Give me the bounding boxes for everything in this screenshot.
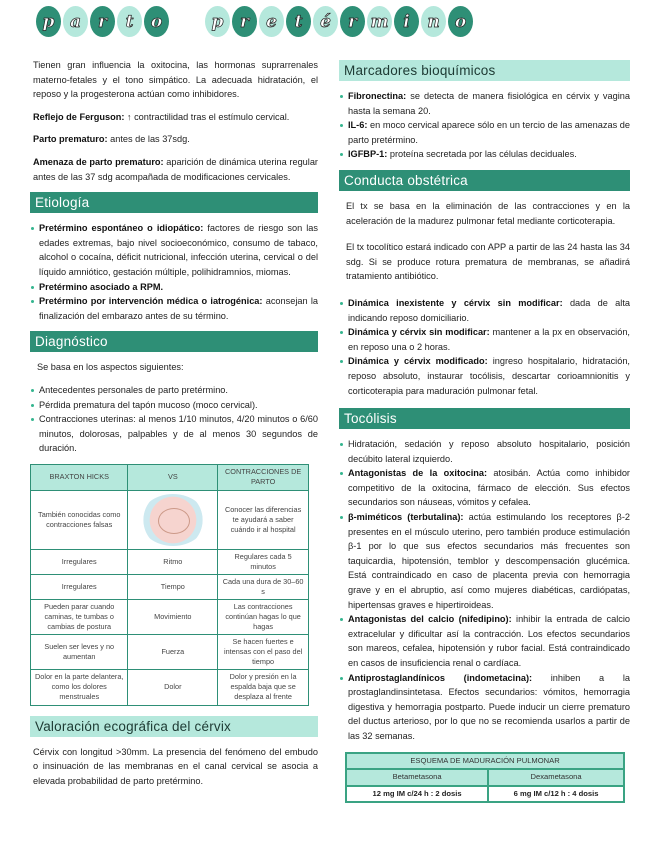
table-cell: Se hacen fuertes e intensas con el paso del tiempo bbox=[218, 634, 309, 669]
definition: ↑ contractilidad tras el estímulo cervical. bbox=[124, 111, 290, 122]
term: Antiprostaglandínicos (indometacina): bbox=[348, 672, 533, 683]
term: Fibronectina: bbox=[348, 91, 407, 101]
definition: inhiben a la prostaglandinsintetasa. Efectos secundarios: vómitos, hemorragia digestiva y hemorragia postparto. Puede inducir un cierre prematuro del ductus arterioso, por lo que no se recomienda usarlos a partir de las 32 semanas. bbox=[348, 672, 630, 741]
tocolisis-heading: Tocólisis bbox=[339, 408, 630, 429]
title-letter: m bbox=[367, 6, 392, 37]
diagnostico-list bbox=[33, 383, 318, 456]
dexametasona-dose: 6 mg IM c/12 h : 4 dosis bbox=[488, 786, 624, 803]
table-cell: Tiempo bbox=[128, 574, 218, 599]
etiologia-list bbox=[33, 221, 318, 323]
valoracion-heading: Valoración ecográfica del cérvix bbox=[30, 716, 318, 737]
table-cell: También conocidas como contracciones falsas bbox=[31, 490, 128, 549]
column-header: BRAXTON HICKS bbox=[31, 464, 128, 490]
dexametasona-header: Dexametasona bbox=[488, 769, 624, 786]
title-letter: a bbox=[63, 6, 88, 37]
braxton-vs-parto-table bbox=[30, 464, 309, 706]
title-letter: r bbox=[232, 6, 257, 37]
list-item bbox=[342, 296, 630, 325]
title-gap bbox=[171, 6, 203, 37]
term: Antagonistas del calcio (nifedipino): bbox=[348, 614, 512, 625]
table-row bbox=[31, 669, 309, 705]
table-cell: Conocer las diferencias te ayudará a saber cuándo ir al hospital bbox=[218, 490, 309, 549]
title-letter: i bbox=[394, 6, 419, 37]
table-row bbox=[31, 599, 309, 634]
table-cell: Movimiento bbox=[128, 599, 218, 634]
title-letter: t bbox=[286, 6, 311, 37]
valoracion-paragraph: Cérvix con longitud >30mm. La presencia del fenómeno del embudo o insinuación de las membranas en el canal cervical se asocia a elevada probabilidad de parto pretérmino. bbox=[33, 746, 318, 787]
list-item bbox=[33, 280, 318, 295]
list-item: Contracciones uterinas: al menos 1/10 minutos, 4/20 minutos o 6/60 minutos, dolorosas, palpables y de al menos 30 segundos de duración. bbox=[33, 412, 318, 456]
table-cell: Ritmo bbox=[128, 549, 218, 574]
title-letter: r bbox=[90, 6, 115, 37]
definition: proteína secretada por las células deciduales. bbox=[387, 149, 577, 160]
term: Parto prematuro: bbox=[33, 134, 108, 145]
title-letter: p bbox=[36, 6, 61, 37]
diagnostico-heading: Diagnóstico bbox=[30, 331, 318, 352]
table-cell: Dolor bbox=[128, 669, 218, 705]
betametasona-dose: 12 mg IM c/24 h : 2 dosis bbox=[346, 786, 488, 803]
list-item bbox=[342, 510, 630, 612]
definition: mantener a la px en observación, en reposo una o 2 horas. bbox=[348, 327, 630, 352]
column-header: VS bbox=[128, 464, 218, 490]
table-row bbox=[31, 549, 309, 574]
right-column bbox=[342, 58, 630, 803]
term: Pretérmino asociado a RPM. bbox=[39, 281, 164, 292]
list-item bbox=[342, 612, 630, 670]
title-letter: e bbox=[259, 6, 284, 37]
title-letter: n bbox=[421, 6, 446, 37]
ferguson-paragraph bbox=[33, 110, 318, 125]
list-item: Pérdida prematura del tapón mucoso (moco cervical). bbox=[33, 398, 318, 413]
column-header: CONTRACCIONES DE PARTO bbox=[218, 464, 309, 490]
table-cell: Pueden parar cuando caminas, te tumbas o cambias de postura bbox=[31, 599, 128, 634]
list-item bbox=[342, 147, 630, 162]
term: Dinámica y cérvix modificado: bbox=[348, 356, 488, 367]
table-cell: Regulares cada 5 minutos bbox=[218, 549, 309, 574]
table-cell: Dolor en la parte delantera, como los dolores menstruales bbox=[31, 669, 128, 705]
maduracion-pulmonar-table bbox=[345, 752, 625, 804]
conducta-list bbox=[342, 296, 630, 398]
definition: aconsejan la finalización del embarazo antes de su término. bbox=[39, 296, 318, 321]
marcadores-heading: Marcadores bioquímicos bbox=[339, 60, 630, 81]
title-letter: o bbox=[144, 6, 169, 37]
term: Amenaza de parto prematuro: bbox=[33, 156, 164, 167]
title-letter: t bbox=[117, 6, 142, 37]
term: Dinámica inexistente y cérvix sin modificar: bbox=[348, 297, 563, 308]
pregnant-belly-image bbox=[140, 494, 206, 546]
intro-paragraph: Tienen gran influencia la oxitocina, las hormonas suprarrenales materno-fetales y el tono simpático. La adecuada hidratación, el reposo y la progesterona actúan como inhibidores. bbox=[33, 60, 318, 100]
amenaza-paragraph bbox=[33, 155, 318, 184]
definition: se detecta de manera fisiológica en cérvix y vagina hasta la semana 20. bbox=[348, 91, 630, 116]
definition: factores de riesgo son las edades extremas, bajo nivel socioeconómico, consumo de tabaco, alcohol o cocaína, déficit nutricional, infección uterina, cervical o del líquido amniótico, gestación múltiple, polihidramnios, miomas. bbox=[39, 223, 318, 277]
definition: Hidratación, sedación y reposo absoluto hospitalario, posición decúbito lateral izquierdo. bbox=[348, 439, 630, 464]
conducta-heading: Conducta obstétrica bbox=[339, 170, 630, 191]
definition: atosibán. Actúa como inhibidor competitivo de la oxitocina, fármaco de elección. Sus efectos secundarios son náuseas, vómitos y cefalea. bbox=[348, 468, 630, 508]
definition: aparición de dinámica uterina regular antes de las 37 sdg acompañada de modificaciones cervicales. bbox=[33, 156, 318, 182]
tocolisis-list bbox=[342, 437, 630, 743]
term: Pretérmino espontáneo o idiopático: bbox=[39, 223, 204, 234]
term: Dinámica y cérvix sin modificar: bbox=[348, 327, 490, 338]
list-item bbox=[33, 221, 318, 279]
list-item bbox=[342, 89, 630, 118]
table-cell: Irregulares bbox=[31, 549, 128, 574]
list-item bbox=[342, 437, 630, 466]
table-cell: Fuerza bbox=[128, 634, 218, 669]
left-column bbox=[33, 58, 318, 797]
list-item bbox=[342, 325, 630, 354]
table-row bbox=[31, 490, 309, 549]
definition: dada de alta indicando reposo domiciliario. bbox=[348, 297, 630, 323]
term: Reflejo de Ferguson: bbox=[33, 111, 125, 122]
list-item bbox=[342, 354, 630, 398]
table-cell: Dolor y presión en la espalda baja que se desplaza al frente bbox=[218, 669, 309, 705]
list-item bbox=[342, 466, 630, 510]
title-letter: r bbox=[340, 6, 365, 37]
conducta-p2: El tx tocolítico estará indicado con APP a partir de las 24 hasta las 34 sdg. Si se produce rotura prematura de membranas, se añadirá tratamiento antibiótico. bbox=[346, 242, 630, 282]
term: IL-6: bbox=[348, 120, 368, 131]
term: Pretérmino por intervención médica o iatrogénica: bbox=[39, 296, 263, 307]
definition: actúa estimulando los receptores β-2 presentes en el músculo uterino, pero también produce estimulación β-1 por lo que sus efectos secundarios más frecuentes son taquicardia, hipotensión, temblor y descompensación glucémica. Está contraindicado en caso de placenta previa con hemorragia grave y en el abruptio, así como mujeres diabéticas, cardiópatas, hipertensas graves e hipertiroideas. bbox=[348, 512, 631, 610]
table-cell: Las contracciones continúan hagas lo que hagas bbox=[218, 599, 309, 634]
list-item bbox=[33, 294, 318, 323]
maduracion-title: ESQUEMA DE MADURACIÓN PULMONAR bbox=[346, 753, 624, 770]
conducta-p1: El tx se basa en la eliminación de las contracciones y en la aceleración de la madurez pulmonar fetal mediante corticoterapia. bbox=[346, 200, 630, 226]
list-item bbox=[342, 118, 630, 147]
marcadores-list bbox=[342, 89, 630, 162]
table-cell: Irregulares bbox=[31, 574, 128, 599]
term: Antagonistas de la oxitocina: bbox=[348, 468, 488, 479]
page-title bbox=[36, 6, 473, 37]
betametasona-header: Betametasona bbox=[346, 769, 488, 786]
definition: ingreso hospitalario, hidratación, reposo absoluto, instaurar tocólisis, descartar corioamnionitis y corticoterapia para maduración pulmonar fetal. bbox=[348, 356, 630, 396]
term: β-miméticos (terbutalina): bbox=[348, 512, 464, 523]
table-cell: Cada una dura de 30–60 s bbox=[218, 574, 309, 599]
table-row bbox=[31, 634, 309, 669]
title-letter: o bbox=[448, 6, 473, 37]
definition: antes de las 37sdg. bbox=[107, 134, 190, 145]
title-letter: p bbox=[205, 6, 230, 37]
prematuro-paragraph bbox=[33, 132, 318, 147]
list-item: Antecedentes personales de parto pretérmino. bbox=[33, 383, 318, 398]
diagnostico-intro: Se basa en los aspectos siguientes: bbox=[37, 362, 184, 373]
definition: en moco cervical aparece sólo en un tercio de las amenazas de parto pretérmino. bbox=[348, 120, 630, 145]
table-cell: Suelen ser leves y no aumentan bbox=[31, 634, 128, 669]
term: IGFBP-1: bbox=[348, 149, 388, 160]
definition: inhibir la entrada de calcio extracelular y dificultar así la contracción. Los efectos secundarios son mareos, cefalea, hipotensión y rubor facial. Está contraindicado en casos de insuficiencia renal o cardíaca. bbox=[348, 614, 630, 668]
etiologia-heading: Etiología bbox=[30, 192, 318, 213]
pregnant-belly-illustration bbox=[128, 490, 218, 549]
title-letter: é bbox=[313, 6, 338, 37]
list-item bbox=[342, 671, 630, 744]
table-row bbox=[31, 574, 309, 599]
